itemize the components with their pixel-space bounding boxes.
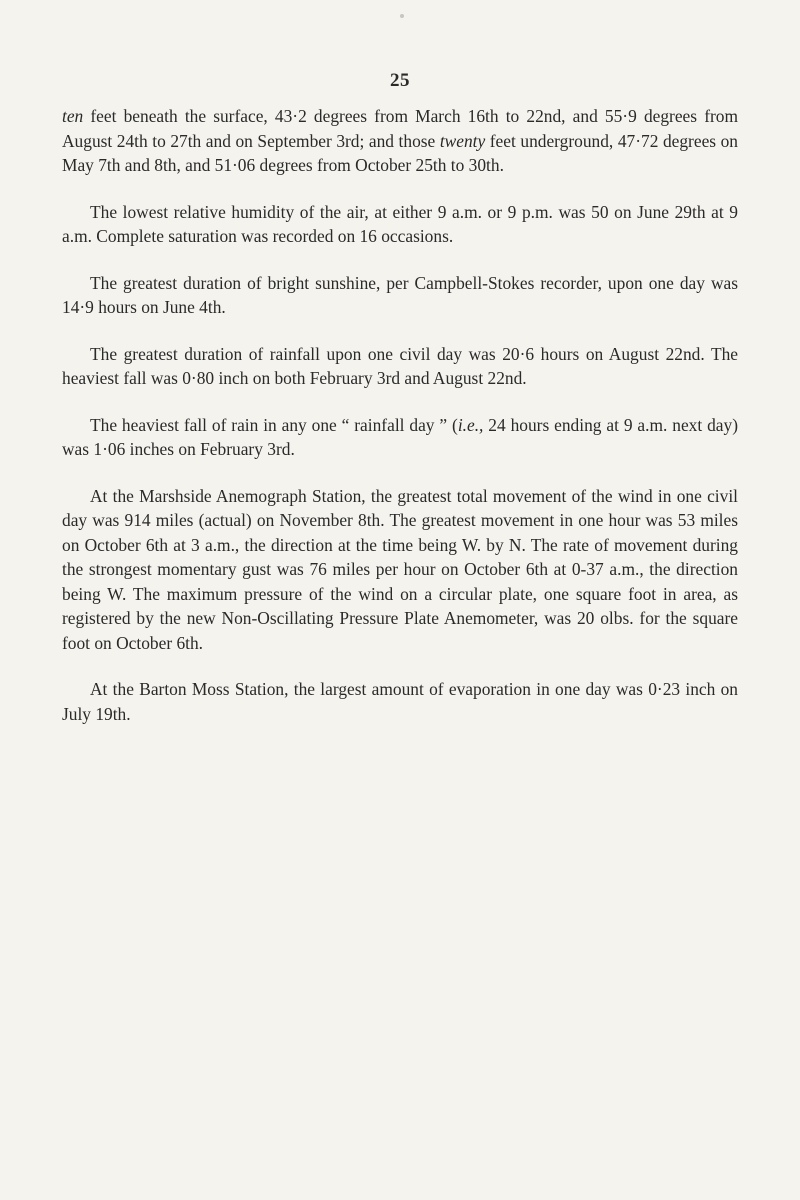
italic-word-twenty: twenty — [439, 130, 486, 151]
page-number: 25 — [390, 70, 410, 91]
paragraph-humidity: The lowest relative humidity of the air, at either 9 a.m. or 9 p.m. was 50 on June 29th at 9 a.m. Complete saturation was recorded on 16 occasions. — [62, 201, 738, 246]
paragraph-text: The heaviest fall of rain in any one “ rainfall day ” ( — [90, 414, 458, 435]
paragraph-text: feet beneath the surface, 43·2 degrees from March 16th to 22nd, and 55·9 degrees from August 24th to 27th and on September 3rd; and those — [62, 106, 738, 151]
paragraph-evaporation: At the Barton Moss Station, the largest amount of evaporation in one day was 0·23 inch on July 19th. — [62, 679, 738, 724]
paragraph-soil-temperature — [62, 104, 738, 178]
paragraph-text: feet underground, 47·72 degrees on May 7th and 8th, and 51·06 degrees from October 25th to 30th. — [62, 130, 738, 175]
paragraph-text: 24 hours ending at 9 a.m. next day) was 1·06 inches on February 3rd. — [62, 414, 738, 459]
paragraph-wind: At the Marshside Anemograph Station, the greatest total movement of the wind in one civil day was 914 miles (actual) on November 8th. The greatest movement in one hour was 53 miles on October 6th at 3 a.m., the direction at the time being W. by N. The rate of movement during the strongest momentary gust was 76 miles per hour on October 6th at 0-37 a.m., the direction being W. The maximum pressure of the wind on a circular plate, one square foot in area, as registered by the new Non-Oscillating Pressure Plate Anemometer, was 20 olbs. for the square foot on October 6th. — [62, 485, 738, 653]
body-text — [62, 104, 738, 748]
paragraph-sunshine: The greatest duration of bright sunshine, per Campbell-Stokes recorder, upon one day was 14·9 hours on June 4th. — [62, 272, 738, 317]
italic-abbreviation: i.e., — [457, 414, 484, 435]
italic-word-ten: ten — [62, 106, 84, 126]
paragraph-rainfall-day — [62, 413, 738, 462]
paragraph-rainfall-duration: The greatest duration of rainfall upon one civil day was 20·6 hours on August 22nd. The heaviest fall was 0·80 inch on both February 3rd and August 22nd. — [62, 343, 738, 388]
paper-speck — [400, 14, 404, 18]
